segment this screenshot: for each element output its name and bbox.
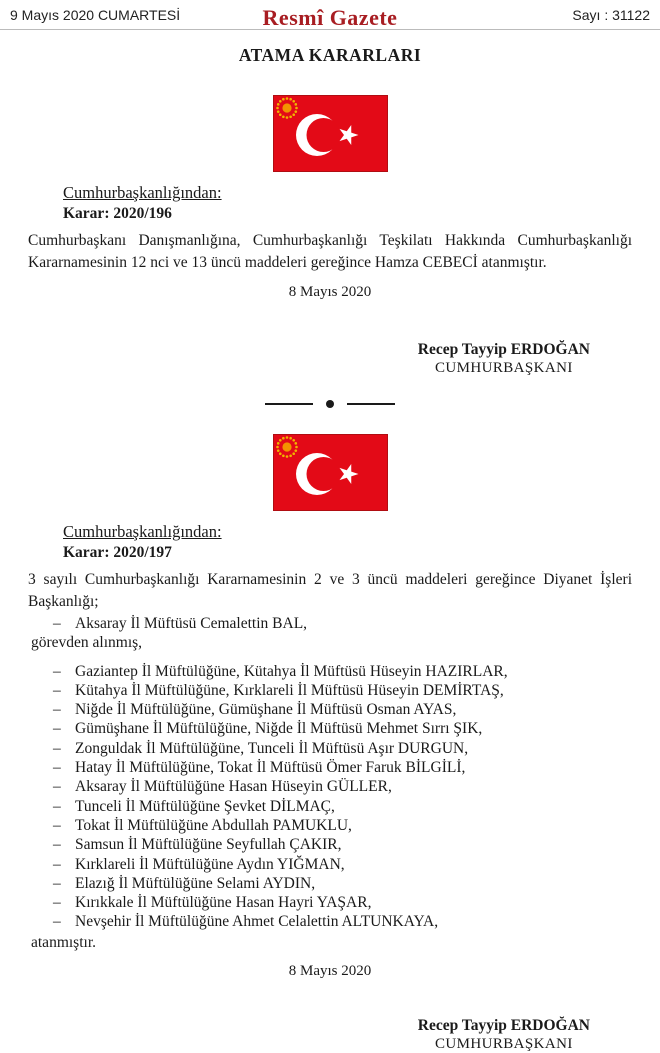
decision-number: Karar: 2020/197 [63,544,172,561]
decision-section-1 [0,183,660,377]
appointment-text: Kırklareli İl Müftülüğüne Aydın YIĞMAN, [75,855,345,873]
list-dash: – [53,816,61,834]
decision-section-2 [0,522,660,1053]
appointment-list [0,662,660,932]
decision-body: 3 sayılı Cumhurbaşkanlığı Kararnamesinin 2 ve 3 üncü maddeleri gereğince Diyanet İşleri Başkanlığı; [28,571,632,610]
appointment-text: Samsun İl Müftülüğüne Seyfullah ÇAKIR, [75,836,342,854]
list-dash: – [53,855,61,873]
appointment-item [53,777,632,796]
page-title: ATAMA KARARLARI [238,45,422,65]
list-dash: – [53,662,61,680]
turkish-presidential-flag-icon [273,434,388,511]
appointment-item [53,662,632,681]
divider-line [265,403,313,405]
appointment-item [53,816,632,835]
list-dash: – [53,615,61,632]
gazette-issue-number: Sayı : 31122 [572,7,650,23]
dismissal-item [53,614,632,633]
appointment-item [53,739,632,758]
list-dash: – [53,894,61,912]
signatory-title: CUMHURBAŞKANI [435,1036,573,1053]
issuing-authority: Cumhurbaşkanlığından: [63,183,222,202]
appointment-item [53,874,632,893]
divider-line [347,403,395,405]
decision-date: 8 Mayıs 2020 [288,963,372,980]
presidential-flag [0,95,660,172]
list-dash: – [53,720,61,738]
appointment-item [53,700,632,719]
appointment-text: Tunceli İl Müftülüğüne Şevket DİLMAÇ, [75,797,335,815]
divider-dot [326,400,334,408]
list-dash: – [53,759,61,777]
dismissal-text: Aksaray İl Müftüsü Cemalettin BAL, [75,615,308,632]
appointment-text: Zonguldak İl Müftülüğüne, Tunceli İl Müftüsü Aşır DURGUN, [75,739,469,757]
list-dash: – [53,701,61,719]
appointment-item [53,893,632,912]
gazette-masthead: Resmî Gazete [262,5,398,30]
appointment-text: Kırıkkale İl Müftülüğüne Hasan Hayri YAŞAR, [75,894,372,912]
appointment-text: Kütahya İl Müftülüğüne, Kırklareli İl Müftüsü Hüseyin DEMİRTAŞ, [75,681,504,699]
decision-body: Cumhurbaşkanı Danışmanlığına, Cumhurbaşkanlığı Teşkilatı Hakkında Cumhurbaşkanlığı Kararnamesinin 12 nci ve 13 üncü maddeleri gereğince Hamza CEBECİ atanmıştır. [28,232,632,271]
signatory-name: Recep Tayyip ERDOĞAN [417,1017,590,1035]
dismissal-note: görevden alınmış, [31,634,143,652]
decision-date: 8 Mayıs 2020 [288,284,372,300]
appointment-item [53,758,632,777]
closing-text: atanmıştır. [31,933,97,951]
issuing-authority: Cumhurbaşkanlığından: [63,522,222,541]
appointment-text: Niğde İl Müftülüğüne, Gümüşhane İl Müftüsü Osman AYAS, [75,701,457,719]
turkish-presidential-flag-icon [273,95,388,172]
presidential-flag [0,434,660,511]
appointment-text: Hatay İl Müftülüğüne, Tokat İl Müftüsü Ömer Faruk BİLGİLİ, [75,759,466,777]
appointment-text: Elazığ İl Müftülüğüne Selami AYDIN, [75,874,316,892]
appointment-item [53,912,632,931]
section-divider [0,400,660,408]
appointment-text: Gümüşhane İl Müftülüğüne, Niğde İl Müftüsü Mehmet Sırrı ŞIK, [75,720,483,738]
appointment-item [53,797,632,816]
decision-number: Karar: 2020/196 [63,205,172,222]
list-dash: – [53,681,61,699]
appointment-text: Nevşehir İl Müftülüğüne Ahmet Celalettin ALTUNKAYA, [75,913,439,931]
list-dash: – [53,836,61,854]
list-dash: – [53,797,61,815]
signature-block [418,341,590,377]
signatory-title: CUMHURBAŞKANI [435,360,573,376]
list-dash: – [53,913,61,931]
appointment-text: Aksaray İl Müftülüğüne Hasan Hüseyin GÜLLER, [75,778,392,796]
list-dash: – [53,778,61,796]
gazette-date: 9 Mayıs 2020 CUMARTESİ [10,7,181,23]
appointment-item [53,719,632,738]
appointment-item [53,681,632,700]
appointment-item [53,855,632,874]
appointment-item [53,835,632,854]
appointment-text: Gaziantep İl Müftülüğüne, Kütahya İl Müftüsü Hüseyin HAZIRLAR, [75,662,508,680]
gazette-header [0,0,660,30]
list-dash: – [53,874,61,892]
signature-block [418,1017,590,1053]
appointment-text: Tokat İl Müftülüğüne Abdullah PAMUKLU, [75,816,352,834]
list-dash: – [53,739,61,757]
signatory-name: Recep Tayyip ERDOĞAN [417,341,590,358]
